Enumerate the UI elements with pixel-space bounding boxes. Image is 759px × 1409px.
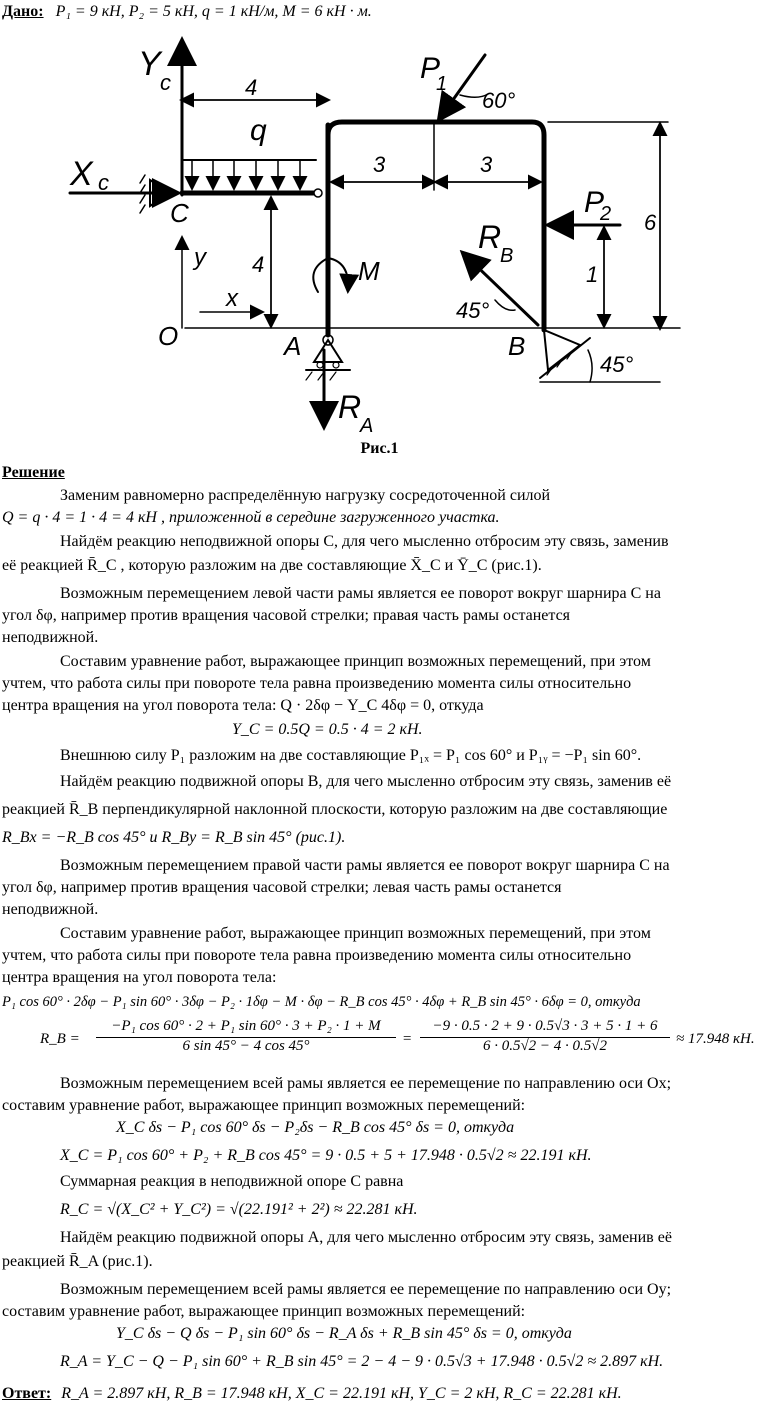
label-angle45a: 45°	[456, 298, 490, 323]
sol-line: Y_C δs − Q δs − P₁ sin 60° δs − R_A δs + R_B sin 45° δs = 0, откуда	[116, 1325, 572, 1342]
sol-line: Найдём реакцию подвижной опоры B, для чего мысленно отбросим эту связь, заменив её	[60, 773, 672, 790]
sol-line: учтем, что работа силы при повороте тела равна произведению момента силы относительно	[2, 947, 632, 964]
label-rb-sub: B	[500, 245, 514, 267]
rb-den1: 6 sin 45° − 4 cos 45°	[182, 1038, 310, 1054]
label-b: B	[508, 331, 526, 361]
given-values: P₁ = 9 кН, P₂ = 5 кН, q = 1 кН/м, M = 6 кН · м.	[55, 3, 372, 20]
sol-line: R_C = √(X_C² + Y_C²) = √(22.191² + 2²) ≈ 22.281 кН.	[60, 1201, 418, 1218]
label-x: x	[226, 285, 238, 312]
sol-line: X_C δs − P₁ cos 60° δs − P₂δs − R_B cos 45° δs = 0, откуда	[116, 1119, 515, 1136]
label-dim1: 1	[586, 262, 599, 287]
sol-line: центра вращения на угол поворота тела: Q · 2δφ − Y_C 4δφ = 0, откуда	[2, 697, 484, 714]
sol-line: угол δφ, например против вращения часовой стрелки; левая часть рамы останется	[2, 879, 562, 896]
sol-line: Возможным перемещением всей рамы является ее перемещение по направлению оси Oy;	[60, 1281, 672, 1298]
answer-line	[2, 1384, 622, 1404]
label-ra: R	[338, 389, 362, 425]
label-dim3b: 3	[480, 152, 493, 177]
sol-line: Возможным перемещением правой части рамы является ее поворот вокруг шарнира C на	[60, 857, 670, 874]
sol-line: неподвижной.	[2, 901, 99, 918]
sol-line: Найдём реакцию неподвижной опоры C, для чего мысленно отбросим эту связь, заменив	[60, 533, 669, 550]
sol-line: центра вращения на угол поворота тела:	[2, 969, 277, 986]
sol-line: Заменим равномерно распределённую нагрузку сосредоточенной силой	[60, 487, 551, 504]
solution-heading: Решение	[2, 464, 65, 481]
hinge	[314, 189, 322, 197]
label-o: O	[158, 321, 179, 351]
given-label: Дано:	[2, 3, 44, 20]
given-line	[2, 2, 372, 22]
rb-lhs: R_B =	[40, 1031, 80, 1047]
label-p2-sub: 2	[600, 203, 612, 225]
figure-caption: Рис.1	[360, 440, 399, 457]
sol-line: Составим уравнение работ, выражающее принцип возможных перемещений, при этом	[60, 925, 651, 942]
label-q: q	[250, 114, 267, 147]
sol-line: неподвижной.	[2, 629, 99, 646]
label-angle45b: 45°	[600, 352, 634, 377]
label-xc-sub: c	[98, 170, 109, 195]
sol-line: реакцией R̄_B перпендикулярной наклонной плоскости, которую разложим на две составляющие	[2, 801, 668, 818]
sol-line: угол δφ, например против вращения часовой стрелки; правая часть рамы останется	[2, 607, 571, 624]
label-dim3a: 3	[373, 152, 386, 177]
sol-line: Суммарная реакция в неподвижной опоре C равна	[60, 1173, 404, 1190]
rb-frac1	[96, 1018, 396, 1055]
rb-formula	[40, 1018, 755, 1064]
answer-values: R_A = 2.897 кН, R_B = 17.948 кН, X_C = 22.191 кН, Y_C = 2 кН, R_C = 22.281 кН.	[61, 1385, 622, 1402]
sol-line: R_A = Y_C − Q − P₁ sin 60° + R_B sin 45° = 2 − 4 − 9 · 0.5√3 + 17.948 · 0.5√2 ≈ 2.897 кН.	[60, 1353, 664, 1370]
label-yc-sub: c	[160, 70, 171, 95]
label-ra-sub: A	[360, 415, 374, 437]
frame-diagram	[0, 20, 759, 460]
label-m: M	[358, 256, 380, 286]
label-rb: R	[478, 219, 502, 255]
sol-line: реакцией R̄_A (рис.1).	[2, 1253, 153, 1270]
sol-line: P₁ cos 60° · 2δφ − P₁ sin 60° · 3δφ − P₂ · 1δφ − M · δφ − R_B cos 45° · 4δφ + R_B sin 45° · 6δφ = 0, откуда	[2, 994, 641, 1010]
sol-line: Y_C = 0.5Q = 0.5 · 4 = 2 кН.	[232, 721, 423, 738]
label-dim4-left: 4	[252, 252, 265, 277]
answer-label: Ответ:	[2, 1385, 52, 1402]
label-y: y	[194, 244, 206, 271]
label-p1-sub: 1	[436, 73, 448, 95]
sol-line: учтем, что работа силы при повороте тела равна произведению момента силы относительно	[2, 675, 632, 692]
sol-line: Внешнюю силу P₁ разложим на две составляющие P₁ₓ = P₁ cos 60° и P₁ᵧ = −P₁ sin 60°.	[60, 747, 642, 764]
sol-line: Найдём реакцию подвижной опоры A, для чего мысленно отбросим эту связь, заменив её	[60, 1229, 672, 1246]
sol-line: Возможным перемещением всей рамы является ее перемещение по направлению оси Ox;	[60, 1075, 672, 1092]
sol-line: R_Bx = −R_B cos 45° и R_By = R_B sin 45° (рис.1).	[2, 829, 346, 846]
label-a: A	[284, 331, 302, 361]
label-p2: P	[584, 186, 605, 219]
sol-line: Составим уравнение работ, выражающее принцип возможных перемещений, при этом	[60, 653, 651, 670]
rb-frac2	[420, 1018, 670, 1055]
label-p1: P	[420, 52, 441, 85]
sol-line: Возможным перемещением левой части рамы является ее поворот вокруг шарнира C на	[60, 585, 661, 602]
label-xc: X	[70, 155, 93, 193]
sol-line: составим уравнение работ, выражающее принцип возможных перемещений:	[2, 1097, 526, 1114]
label-yc: Y	[138, 45, 161, 83]
label-dim6: 6	[644, 210, 657, 235]
rb-num1: −P₁ cos 60° · 2 + P₁ sin 60° · 3 + P₂ · 1 + M	[96, 1018, 396, 1038]
label-angle60: 60°	[482, 88, 516, 113]
rb-result: ≈ 17.948 кН.	[676, 1031, 755, 1047]
label-c: C	[170, 198, 189, 228]
rb-eq: =	[402, 1031, 413, 1047]
label-dim4-top: 4	[245, 75, 258, 100]
moment-arc	[313, 258, 348, 292]
rb-num2: −9 · 0.5 · 2 + 9 · 0.5√3 · 3 + 5 · 1 + 6	[420, 1018, 670, 1038]
sol-line: X_C = P₁ cos 60° + P₂ + R_B cos 45° = 9 · 0.5 + 5 + 17.948 · 0.5√2 ≈ 22.191 кН.	[60, 1147, 592, 1164]
sol-line: её реакцией R̄_C , которую разложим на две составляющие X̄_C и Ȳ_C (рис.1).	[2, 557, 542, 574]
sol-line: Q = q · 4 = 1 · 4 = 4 кН , приложенной в середине загруженного участка.	[2, 509, 500, 526]
rb-den2: 6 · 0.5√2 − 4 · 0.5√2	[482, 1038, 608, 1054]
sol-line: составим уравнение работ, выражающее принцип возможных перемещений:	[2, 1303, 526, 1320]
